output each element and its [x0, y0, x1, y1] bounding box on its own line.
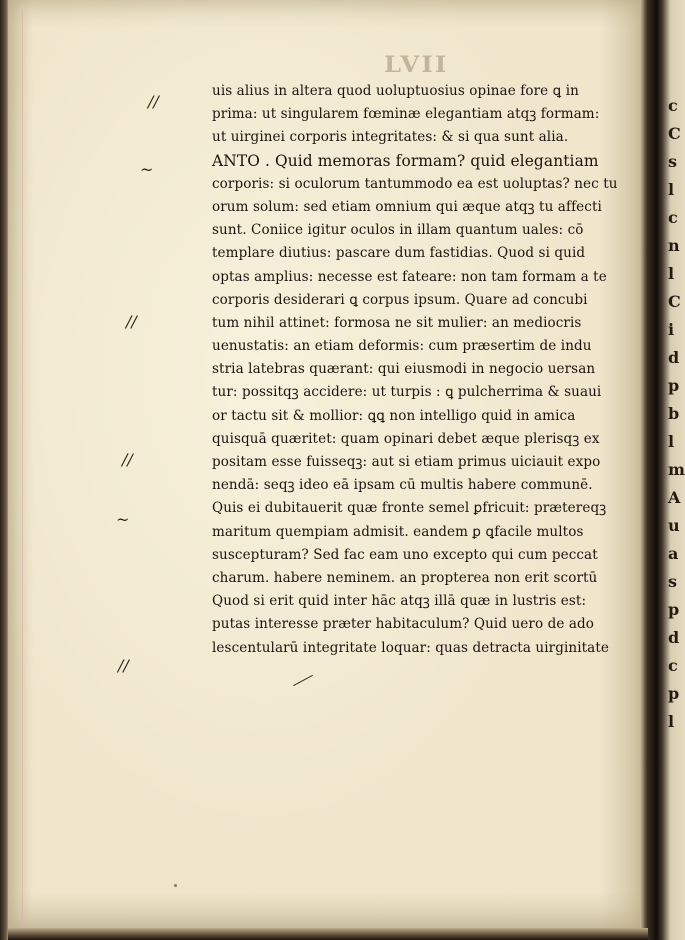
text-line: ut uirginei corporis integritates: & si qua sunt alia.	[212, 129, 569, 146]
facing-glyph: u	[668, 516, 680, 535]
facing-page-edge	[656, 0, 685, 940]
folio-number: LVII	[384, 52, 449, 78]
facing-glyph: l	[668, 264, 675, 283]
facing-glyph: m	[668, 460, 685, 479]
text-line: corporis desiderari ꝗ corpus ipsum. Quare ad concubi	[212, 291, 588, 308]
facing-glyph: s	[668, 152, 678, 171]
text-line: putas interesse præter habitaculum? Quid uero de ado	[212, 616, 595, 633]
text-line: optas amplius: necesse est fateare: non tam formam a te	[212, 268, 607, 285]
text-line: templare diutius: pascare dum fastidias. Quod si quid	[212, 245, 586, 262]
text-line: charum. habere neminem. an propterea non erit scortū	[212, 569, 598, 586]
facing-glyph: p	[668, 684, 680, 703]
facing-glyph: C	[668, 292, 681, 311]
facing-glyph: c	[668, 208, 678, 227]
facing-page-text	[668, 92, 685, 736]
text-line-speaker: ANTO . Quid memoras formam? quid elegantiam	[212, 151, 599, 170]
facing-glyph: i	[668, 320, 675, 339]
text-line: positam esse fuisseqꝫ: aut si etiam primus uiciauit expo	[212, 454, 601, 470]
facing-glyph: s	[668, 572, 678, 591]
facing-glyph: d	[668, 628, 680, 647]
stray-dot	[174, 884, 177, 887]
text-line: Quis ei dubitauerit quæ fronte semel ꝑfricuit: prætereqꝫ	[212, 500, 607, 517]
text-line: Quod si erit quid inter hāc atqꝫ illā quæ in lustris est:	[212, 593, 587, 610]
facing-glyph: d	[668, 348, 680, 367]
text-line: orum solum: sed etiam omnium qui æque atqꝫ tu affecti	[212, 198, 602, 215]
text-line: or tactu sit & mollior: ꝗꝗ non intelligo quid in amica	[212, 407, 576, 424]
facing-glyph: a	[668, 544, 679, 563]
text-line: quisquā quæritet: quam opinari debet æque plerisqꝫ ex	[212, 430, 600, 447]
text-line: stria latebras quærant: qui eiusmodi in negocio uersan	[212, 361, 596, 378]
page-bottom-edge	[8, 928, 648, 940]
text-line: tur: possitqꝫ accidere: ut turpis : ꝗ pulcherrima & suaui	[212, 384, 602, 401]
text-line: uis alius in altera quod uoluptuosius opinae fore ꝗ in	[212, 83, 579, 99]
margin-mark: //	[118, 656, 129, 675]
text-line: lescentularū integritate loquar: quas detracta uirginitate	[212, 639, 609, 656]
facing-glyph: l	[668, 180, 675, 199]
facing-glyph: c	[668, 96, 678, 115]
facing-glyph: p	[668, 600, 680, 619]
text-line: prima: ut singularem fœminæ elegantiam atqꝫ formam:	[212, 106, 600, 123]
margin-rule	[22, 10, 23, 928]
facing-glyph: l	[668, 432, 675, 451]
margin-mark: ~	[140, 160, 154, 179]
margin-mark: ~	[116, 510, 130, 529]
text-block	[212, 80, 632, 660]
facing-glyph: A	[668, 488, 681, 507]
text-line: sunt. Coniice igitur oculos in illam quantum uales: cō	[212, 222, 584, 239]
text-line: nendā: seqꝫ ideo eā ipsam cū multis habere communē.	[212, 477, 593, 494]
text-line: maritum quempiam admisit. eandem ꝑ ꝗfacile multos	[212, 523, 584, 540]
text-line: uenustatis: an etiam deformis: cum præsertim de indu	[212, 338, 592, 355]
facing-glyph: l	[668, 712, 675, 731]
margin-mark: //	[126, 312, 137, 331]
facing-glyph: n	[668, 236, 680, 255]
facing-glyph: b	[668, 404, 680, 423]
gutter-shadow	[640, 0, 656, 940]
facing-glyph: c	[668, 656, 678, 675]
facing-glyph: C	[668, 124, 681, 143]
text-line: suscepturam? Sed fac eam uno excepto qui cum peccat	[212, 546, 598, 563]
margin-mark: //	[122, 450, 133, 469]
facing-glyph: p	[668, 376, 680, 395]
text-line: tum nihil attinet: formosa ne sit mulier: an mediocris	[212, 314, 582, 331]
text-line: corporis: si oculorum tantummodo ea est uoluptas? nec tu	[212, 175, 618, 192]
margin-mark: //	[148, 92, 159, 111]
